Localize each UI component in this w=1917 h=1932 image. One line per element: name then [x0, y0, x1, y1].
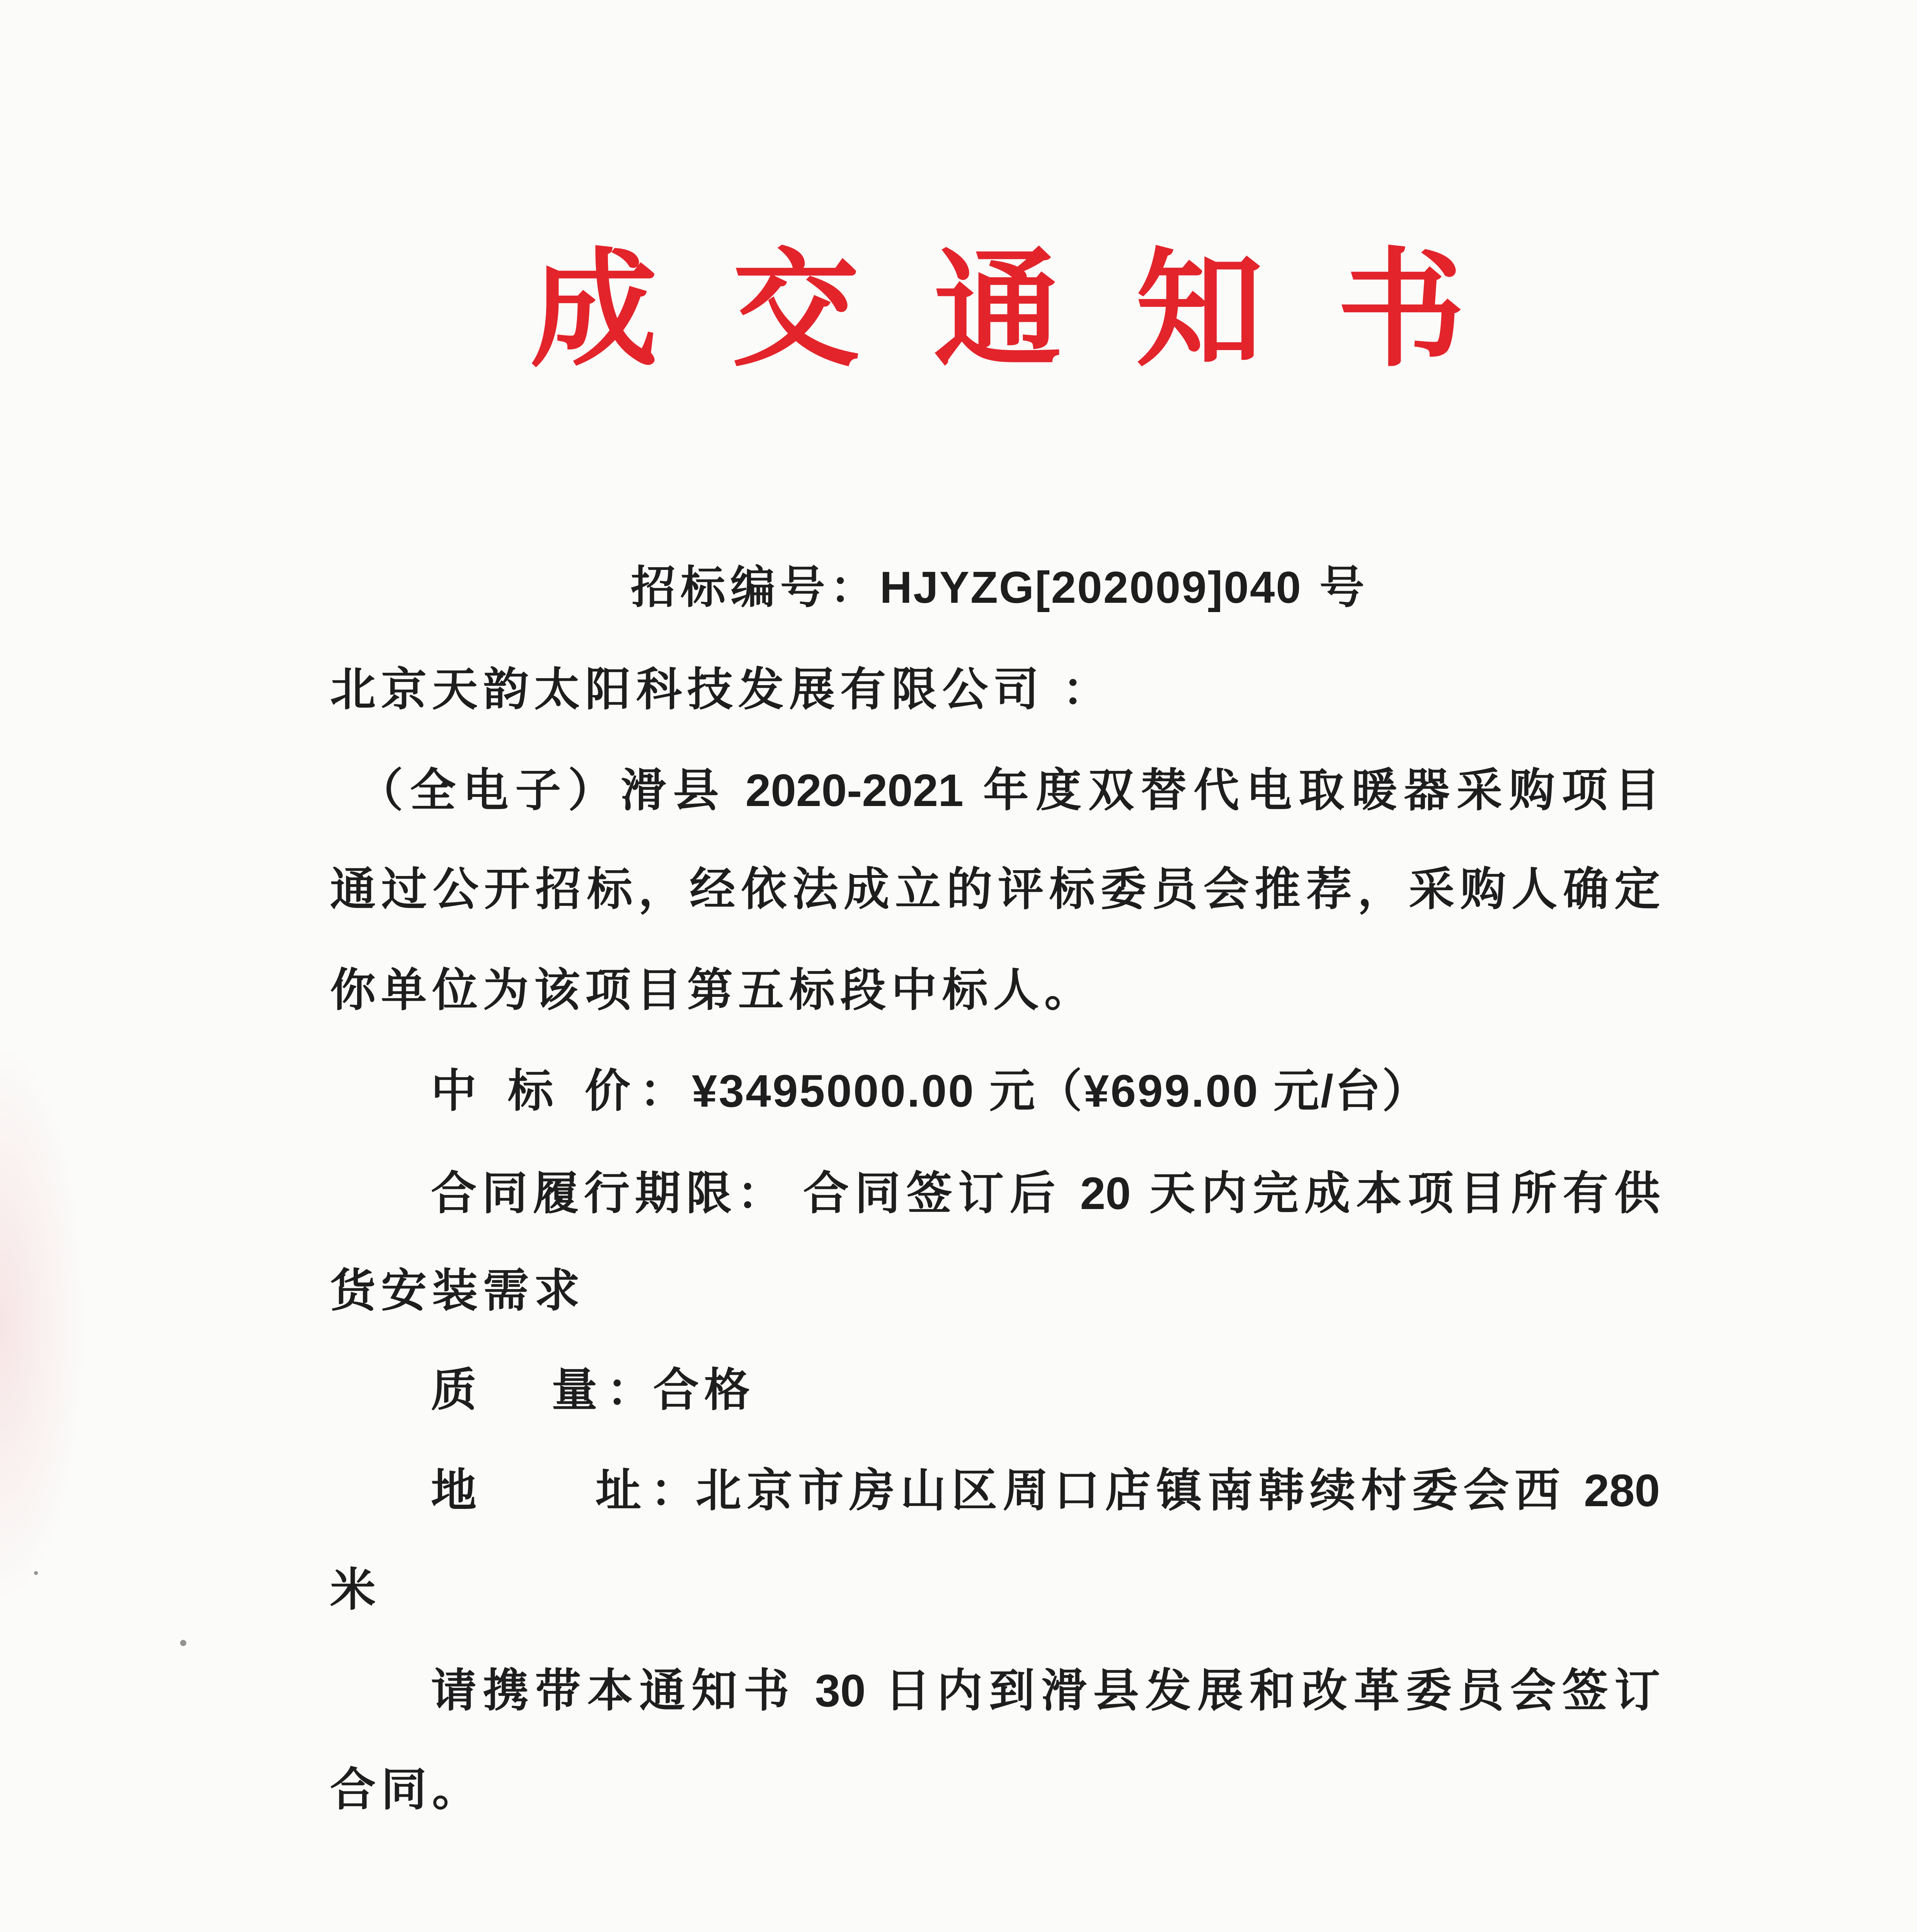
- notice-title: 成交通知书: [530, 234, 1539, 384]
- contract-term-value: 货安装需求: [330, 1265, 586, 1316]
- tender-reference-number: HJYZG[202009]040: [880, 562, 1302, 612]
- tender-reference: [631, 560, 1364, 614]
- address-value: 北京市房山区周口店镇南韩续村委会西 280: [696, 1465, 1660, 1516]
- closing-line: 请携带本通知书 30 日内到滑县发展和改革委员会签订: [431, 1665, 1660, 1716]
- contract-term-value: 合同签订后 20 天内完成本项目所有供: [803, 1168, 1660, 1219]
- contract-term-label: 合同履行期限：: [431, 1168, 788, 1219]
- tender-reference-suffix: 号: [1319, 562, 1364, 612]
- intro-line: 你单位为该项目第五标段中标人。: [330, 965, 1096, 1016]
- closing-line: 合同。: [330, 1764, 484, 1815]
- bid-price-label: 中 标 价：: [431, 1066, 695, 1117]
- bid-price-value: ¥3495000.00 元（¥699.00 元/台）: [692, 1066, 1429, 1117]
- quality-value: 合格: [653, 1365, 756, 1416]
- addressee: 北京天韵太阳科技发展有限公司 ：: [330, 664, 1113, 715]
- intro-line: 通过公开招标，经依法成立的评标委员会推荐，采购人确定: [330, 864, 1660, 915]
- intro-line: （全电子）滑县 2020-2021 年度双替代电取暖器采购项目: [358, 765, 1660, 816]
- quality-label: 质 量：: [431, 1365, 662, 1416]
- scan-speck: [34, 1571, 38, 1575]
- address-label: 地 址：: [431, 1465, 705, 1516]
- tender-reference-label: 招标编号：: [631, 562, 880, 612]
- scan-speck: [180, 1640, 186, 1646]
- scan-edge-smudge: [0, 1043, 85, 1604]
- address-value: 米: [330, 1565, 381, 1616]
